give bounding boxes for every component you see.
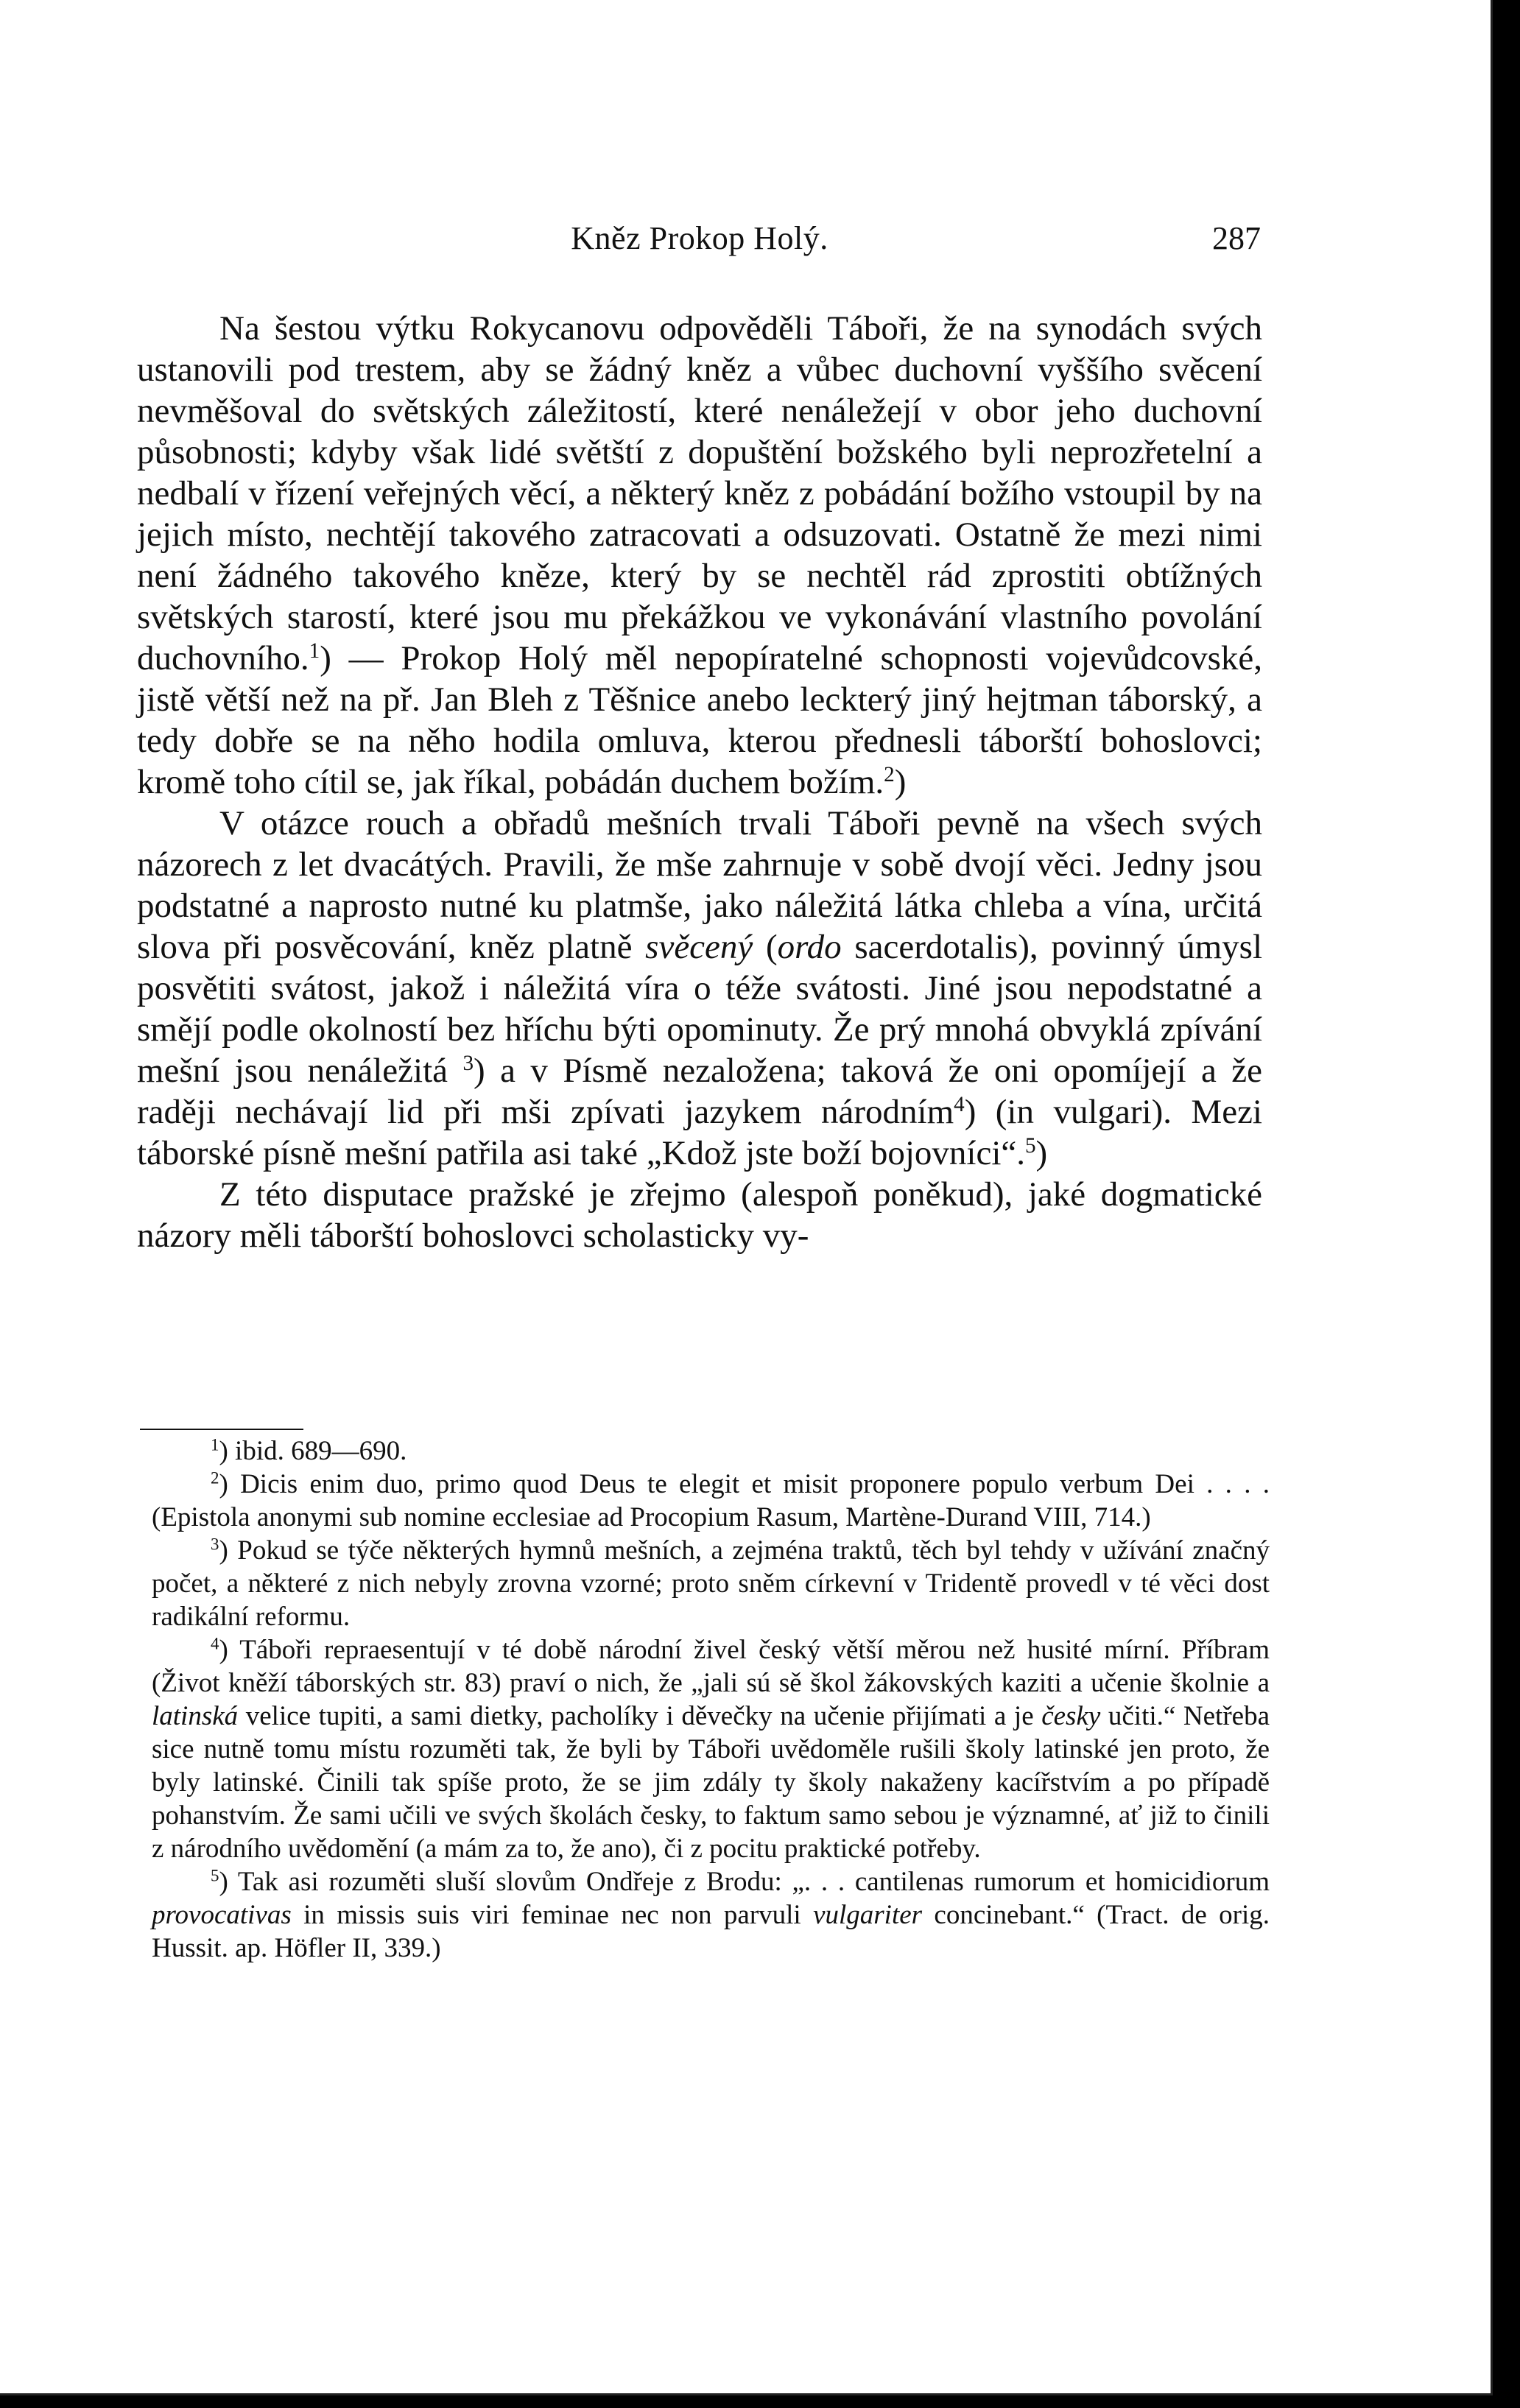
paragraph-3: Z této disputace pražské je zřejmo (alespoň poněkud), jaké dogmatické názory měli táborští bohoslovci scholasticky vy- bbox=[137, 1175, 1262, 1255]
footnote-ref-1: 1 bbox=[309, 638, 320, 663]
footnote-5: $^5$) Tak asi rozuměti sluší slovům Ondřeje z Brodu: „. . . cantilenas rumorum et homicidiorum provocativas in missis suis viri feminae nec non parvuli vulgariter concinebant.“ (Tract. de orig. Hussit. ap. Höfler II, 339.) bbox=[152, 1866, 1270, 1963]
footnote-divider bbox=[140, 1429, 303, 1430]
footnote-ref-5: 5 bbox=[1024, 1133, 1036, 1158]
footnote-ref-4: 4 bbox=[954, 1092, 965, 1116]
paragraph-1: Na šestou výtku Rokycanovu odpověděli Táboři, že na synodách svých ustanovili pod trestem, aby se žádný kněz a vůbec duchovní vyššího svěcení nevměšoval do světských záležitostí, které nenáležejí v obor jeho duchovní působnosti; kdyby však lidé světští z dopuštění božského byli neprozřetelní a nedbalí v řízení veřejných věcí, a některý kněz z pobádání božího vstoupil by na jejich místo, nechtějí takového zatracovati a odsuzovati. Ostatně že mezi nimi není žádného takového kněze, který by se nechtěl rád zprostiti obtížných světských starostí, které jsou mu překážkou ve vykonávání vlastního povolání duchovního.$^1$) — Prokop Holý měl nepopíratelné schopnosti vojevůdcovské, jistě větší než na př. Jan Bleh z Těšnice anebo leckterý jiný hejtman táborský, a tedy dobře se na něho hodila omluva, kterou přednesli táborští bohoslovci; kromě toho cítil se, jak říkal, pobádán duchem božím.$^2$) bbox=[137, 309, 1262, 801]
footnote-2: $^2$) Dicis enim duo, primo quod Deus te elegit et misit proponere populo verbum Dei . . . . (Epistola anonymi sub nomine ecclesiae ad Procopium Rasum, Martène-Durand VIII, 714.) bbox=[152, 1468, 1270, 1532]
page-header bbox=[138, 219, 1261, 264]
page-number: 287 bbox=[1212, 220, 1261, 256]
footnote-ref-3: 3 bbox=[462, 1051, 474, 1075]
footnote-3: $^3$) Pokud se týče některých hymnů mešních, a zejména traktů, těch byl tehdy v užívání značný počet, a některé z nich nebyly zrovna vzorné; proto sněm církevní v Tridentě provedl v té věci dost radikální reformu. bbox=[152, 1535, 1270, 1632]
running-title: Kněz Prokop Holý. bbox=[571, 220, 828, 256]
footnotes bbox=[152, 1434, 1270, 1965]
footnote-ref-2: 2 bbox=[884, 762, 895, 786]
footnote-1: $^1$) ibid. 689—690. bbox=[211, 1435, 407, 1466]
main-text bbox=[137, 308, 1262, 1256]
footnote-4: $^4$) Táboři repraesentují v té době národní živel český větší měrou než husité mírní. Příbram (Život kněží táborských str. 83) praví o nich, že „jali sú sě škol žákovských kaziti a učenie školnie a latinská velice tupiti, a sami dietky, pacholíky i děvečky na učenie přijímati a je česky učiti.“ Netřeba sice nutně tomu místu rozuměti tak, že byli by Táboři uvědoměle rušili školy latinské jen proto, že byly latinské. Činili tak spíše proto, že se jim zdály ty školy nakaženy kacířstvím a po případě pohanstvím. Že sami učili ve svých školách česky, to faktum samo sebou je významné, ať již to činili z národního uvědomění (a mám za to, že ano), či z pocitu praktické potřeby. bbox=[152, 1634, 1270, 1864]
paragraph-2: V otázce rouch a obřadů mešních trvali Táboři pevně na všech svých názorech z let dvacátých. Pravili, že mše zahrnuje v sobě dvojí věci. Jedny jsou podstatné a naprosto nutné ku platmše, jako náležitá látka chleba a vína, určitá slova při posvěcování, kněz platně svěcený (ordo sacerdotalis), povinný úmysl posvětiti svátost, jakož i náležitá víra o téže svátosti. Jiné jsou nepodstatné a smějí podle okolností bez hříchu býti opominuty. Že prý mnohá obvyklá zpívání mešní jsou nenáležitá $^3$) a v Písmě nezaložena; taková že oni opomíjejí a že raději nechávají lid při mši zpívati jazykem národním$^4$) (in vulgari). Mezi táborské písně mešní patřila asi také „Kdož jste boží bojovníci“.$^5$) bbox=[137, 804, 1263, 1172]
